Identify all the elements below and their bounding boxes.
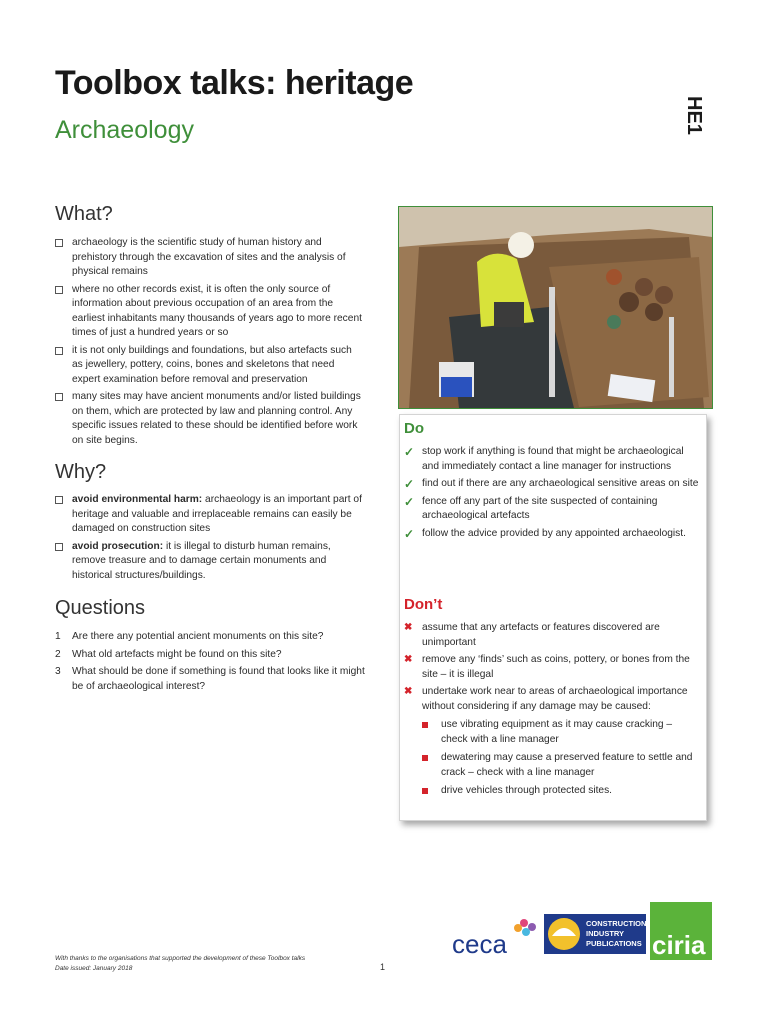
why-list (55, 493, 365, 586)
red-square-bullet-icon (422, 788, 428, 794)
list-item: it is not only buildings and foundations, but also artefacts such as jewellery, pottery, coins, bones and skeletons that need expert examination before removal and preservation (55, 344, 365, 388)
list-item: ✓ follow the advice provided by any appointed archaeologist. (404, 526, 686, 541)
list-item: use vibrating equipment as it may cause cracking – check with a line manager (422, 718, 700, 747)
red-square-bullet-icon (422, 755, 428, 761)
cross-icon: ✖ (404, 622, 413, 633)
dont-heading: Don’t (404, 596, 443, 613)
dont-list (404, 621, 700, 803)
do-dont-panel (399, 414, 707, 821)
red-square-bullet-icon (422, 722, 428, 728)
excavation-illustration (399, 207, 712, 408)
square-bullet-icon (55, 239, 63, 247)
footer-note (55, 954, 305, 974)
ceca-logo-graphic (452, 915, 540, 957)
list-item: ✖ remove any ‘finds’ such as coins, pottery, or bones from the site – it is illegal (404, 654, 690, 680)
footer-date: Date issued: January 2018 (55, 965, 133, 972)
what-heading: What? (55, 203, 113, 225)
excavation-photo (398, 206, 713, 409)
list-item: where no other records exist, it is often the only source of information about previous occupation of an area from the earliest inhabitants many thousands of years ago to more recent times of just a hundred years or so (55, 283, 365, 341)
list-item: 3 What should be done if something is found that looks like it might be of archaeological interest? (55, 666, 365, 692)
page-title: Toolbox talks: heritage (55, 64, 414, 102)
cross-icon: ✖ (404, 654, 413, 665)
check-icon: ✓ (404, 526, 415, 541)
cip-logo (544, 914, 646, 954)
list-item: archaeology is the scientific study of human history and prehistory through the excavation of sites and the analysis of physical remains (55, 236, 365, 280)
do-heading: Do (404, 420, 424, 437)
list-item: avoid prosecution: it is illegal to disturb human remains, remove treasure and to damage certain monuments and historical structures/buildings. (55, 540, 365, 584)
check-icon: ✓ (404, 445, 415, 459)
square-bullet-icon (55, 543, 63, 551)
square-bullet-icon (55, 286, 63, 294)
page-number: 1 (380, 962, 386, 972)
do-list (404, 445, 700, 544)
square-bullet-icon (55, 393, 63, 401)
square-bullet-icon (55, 347, 63, 355)
list-item: ✓ stop work if anything is found that might be archaeological and immediately contact a line manager for instructions (404, 445, 684, 472)
list-item: 1 Are there any potential ancient monuments on this site? (55, 631, 324, 642)
list-item: many sites may have ancient monuments and/or listed buildings on them, which are protected by law and planning control. Any specific issues related to these should be identified before work on site begins. (55, 390, 365, 448)
square-bullet-icon (55, 496, 63, 504)
list-item: ✖ assume that any artefacts or features discovered are unimportant (404, 622, 660, 648)
footer-thanks: With thanks to the organisations that supported the development of these Toolbox talks (55, 955, 306, 962)
document-code: HE1 (683, 96, 705, 135)
check-icon: ✓ (404, 477, 415, 491)
ceca-logo (452, 915, 540, 957)
ciria-logo-graphic (650, 902, 712, 960)
cip-logo-graphic (544, 914, 646, 954)
svg-text:PUBLICATIONS: PUBLICATIONS (586, 939, 642, 948)
ciria-logo-text: ciria (652, 930, 706, 960)
ciria-logo (650, 902, 712, 960)
list-item: ✖ undertake work near to areas of archaeological importance without considering if any damage may be caused: use vibrating equipment as it may cause cracking – check with a line manager dewatering may cause a preserved feature to settle and crack – check with a line manager drive vehicles through protected sites. (404, 685, 700, 799)
cross-icon: ✖ (404, 686, 413, 697)
page-subtitle: Archaeology (55, 116, 194, 144)
questions-heading: Questions (55, 597, 146, 619)
list-item: avoid environmental harm: archaeology is an important part of heritage and valuable and irreplaceable remains can easily be damaged on construction sites (55, 493, 365, 537)
list-item: ✓ find out if there are any archaeological sensitive areas on site (404, 477, 699, 491)
what-list (55, 236, 365, 451)
dont-sublist (422, 718, 700, 799)
svg-text:INDUSTRY: INDUSTRY (586, 929, 625, 938)
questions-list (55, 630, 365, 697)
list-item: ✓ fence off any part of the site suspected of containing archaeological artefacts (404, 494, 658, 521)
ceca-logo-text: ceca (452, 929, 507, 957)
list-item: dewatering may cause a preserved feature to settle and crack – check with a line manager (422, 751, 700, 780)
list-item: drive vehicles through protected sites. (422, 784, 700, 799)
check-icon: ✓ (404, 494, 415, 509)
why-heading: Why? (55, 461, 107, 483)
list-item: 2 What old artefacts might be found on this site? (55, 648, 282, 660)
svg-text:CONSTRUCTION: CONSTRUCTION (586, 919, 646, 928)
